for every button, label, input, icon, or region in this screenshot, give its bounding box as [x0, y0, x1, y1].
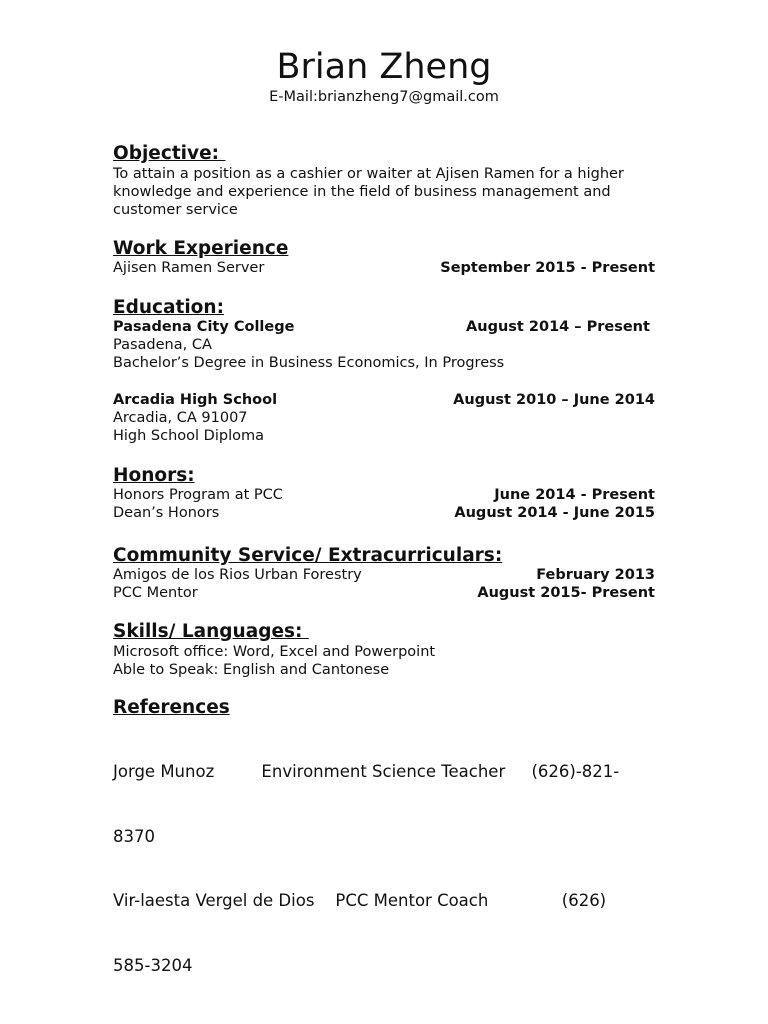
skills-section: [113, 621, 655, 643]
community-item: [113, 584, 655, 602]
objective-line: knowledge and experience in the field of business management and: [113, 184, 611, 201]
honor-title: Dean’s Honors: [113, 505, 220, 522]
applicant-name: Brian Zheng: [276, 47, 492, 87]
school-name: Arcadia High School: [113, 392, 278, 408]
education-row: [113, 318, 655, 336]
school-dates: August 2010 – June 2014: [453, 392, 655, 408]
applicant-email: E-Mail:brianzheng7@gmail.com: [269, 89, 499, 105]
objective-heading: Objective:: [113, 143, 226, 164]
objective-text: [113, 165, 655, 220]
objective-line: customer service: [113, 202, 238, 219]
activity-title: Amigos de los Rios Urban Forestry: [113, 567, 362, 583]
references-list: [113, 718, 655, 1019]
reference-line: Jorge Munoz Environment Science Teacher (626)-821-: [113, 762, 620, 781]
school-detail: Bachelor’s Degree in Business Economics, In Progress: [113, 355, 505, 372]
activity-dates: February 2013: [536, 567, 655, 583]
work-item: [113, 259, 655, 277]
school-detail: High School Diploma: [113, 428, 264, 445]
reference-line: 8370: [113, 826, 155, 846]
school-location: Arcadia, CA 91007: [113, 410, 248, 427]
activity-title: PCC Mentor: [113, 585, 198, 602]
honors-heading: Honors:: [113, 465, 195, 486]
work-heading: Work Experience: [113, 238, 289, 259]
honors-list: [113, 486, 655, 522]
work-section: [113, 238, 655, 260]
education-heading: Education:: [113, 297, 224, 318]
education-item: [113, 318, 655, 373]
skills-list: [113, 643, 655, 679]
work-list: [113, 259, 655, 277]
reference-line: Vir-laesta Vergel de Dios PCC Mentor Coach (626): [113, 891, 607, 910]
references-section: [113, 697, 655, 719]
honor-dates: June 2014 - Present: [494, 487, 655, 503]
reference-line: 585-3204: [113, 955, 193, 975]
honors-item: [113, 486, 655, 504]
skills-heading: Skills/ Languages:: [113, 621, 309, 642]
objective-line: To attain a position as a cashier or waiter at Ajisen Ramen for a higher: [113, 166, 624, 182]
education-section: [113, 297, 655, 319]
community-heading: Community Service/ Extracurriculars:: [113, 545, 503, 566]
skill-line: Microsoft office: Word, Excel and Powerpoint: [113, 644, 436, 660]
education-row: [113, 391, 655, 409]
community-list: [113, 566, 655, 602]
objective-section: [113, 143, 655, 165]
honor-dates: August 2014 - June 2015: [454, 505, 655, 522]
school-dates: August 2014 – Present: [466, 319, 655, 335]
honors-item: [113, 504, 655, 522]
references-heading: References: [113, 697, 230, 718]
skill-line: Able to Speak: English and Cantonese: [113, 662, 390, 679]
community-section: [113, 545, 655, 567]
school-location: Pasadena, CA: [113, 337, 212, 354]
school-name: Pasadena City College: [113, 319, 295, 335]
activity-dates: August 2015- Present: [477, 585, 655, 602]
education-item: [113, 391, 655, 446]
honor-title: Honors Program at PCC: [113, 487, 283, 503]
community-item: [113, 566, 655, 584]
honors-section: [113, 465, 655, 487]
work-dates: September 2015 - Present: [440, 260, 655, 276]
work-title: Ajisen Ramen Server: [113, 260, 265, 276]
